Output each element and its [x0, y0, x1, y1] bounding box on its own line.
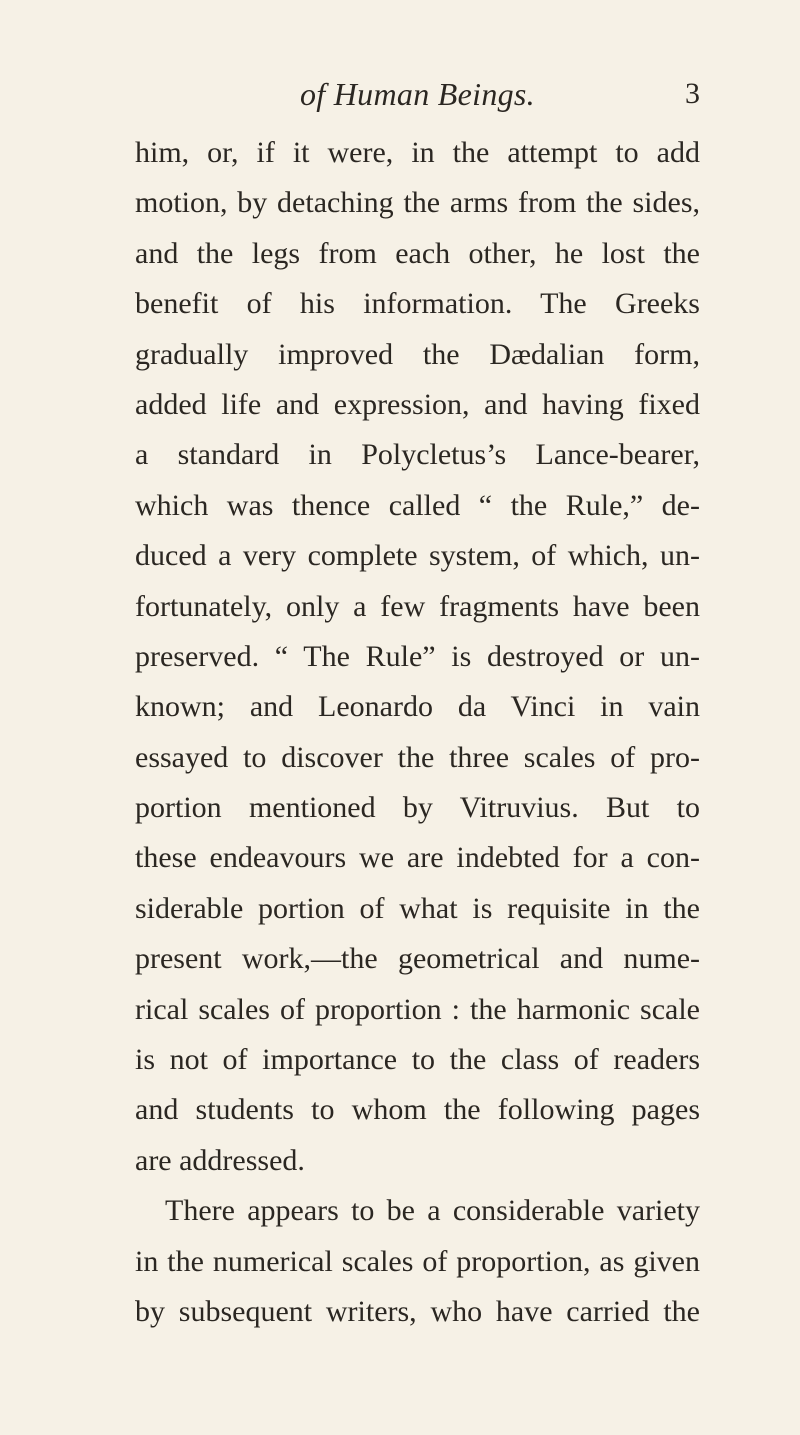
text-line: these endeavours we are indebted for a con-	[135, 841, 700, 875]
text-line: rical scales of proportion : the harmonic scale	[135, 992, 700, 1026]
text-line: and the legs from each other, he lost the	[135, 236, 700, 270]
text-line: duced a very complete system, of which, un-	[135, 539, 700, 573]
text-line: is not of importance to the class of readers	[135, 1043, 700, 1077]
text-line: which was thence called “ the Rule,” de-	[135, 488, 700, 522]
text-line: a standard in Polycletus’s Lance-bearer,	[135, 438, 700, 472]
text-line: siderable portion of what is requisite in the	[135, 891, 700, 925]
text-line: are addressed.	[135, 1143, 305, 1177]
running-title: of Human Beings.	[299, 76, 535, 112]
text-line: fortunately, only a few fragments have been	[135, 589, 700, 623]
text-line: portion mentioned by Vitruvius. But to	[135, 791, 700, 825]
text-line: benefit of his information. The Greeks	[135, 287, 700, 321]
body-text	[135, 128, 700, 1337]
text-line: known; and Leonardo da Vinci in vain	[135, 690, 700, 724]
text-line: preserved. “ The Rule” is destroyed or un-	[135, 639, 700, 673]
text-line: and students to whom the following pages	[135, 1093, 700, 1127]
text-line: present work,—the geometrical and nume-	[135, 942, 700, 976]
text-line: him, or, if it were, in the attempt to add	[135, 136, 700, 169]
page-number: 3	[685, 77, 700, 110]
text-line: in the numerical scales of proportion, as given	[135, 1244, 700, 1278]
text-line: by subsequent writers, who have carried the	[135, 1294, 700, 1328]
text-line: motion, by detaching the arms from the sides,	[135, 186, 700, 220]
text-line: essayed to discover the three scales of pro-	[135, 740, 700, 774]
text-line: added life and expression, and having fixed	[135, 387, 700, 421]
paragraph-start-line: There appears to be a considerable variety	[165, 1194, 700, 1228]
text-line: gradually improved the Dædalian form,	[135, 337, 700, 371]
running-head	[135, 72, 700, 116]
